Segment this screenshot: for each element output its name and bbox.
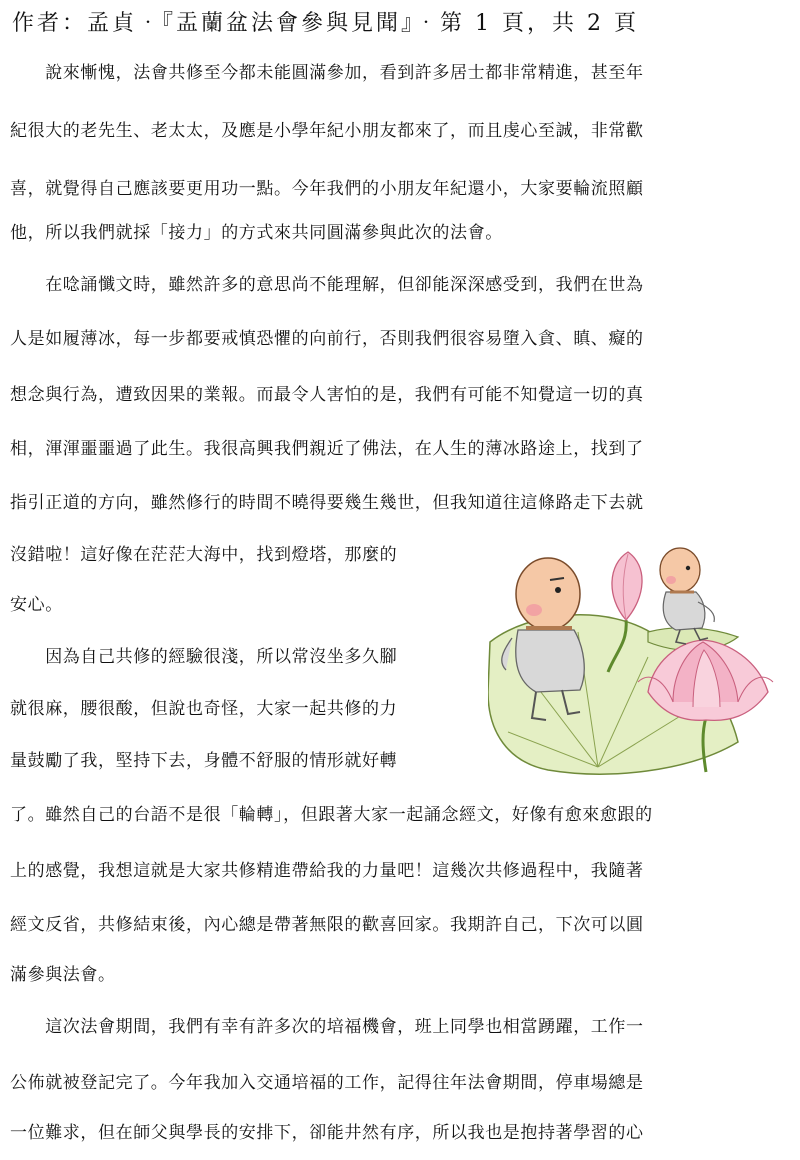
body-line: 了。雖然自己的台語不是很「輪轉」，但跟著大家一起誦念經文，好像有愈來愈跟的 bbox=[10, 805, 653, 825]
page-header: 作者：孟貞‧『盂蘭盆法會參與見聞』‧第 1 頁，共 2 頁 bbox=[12, 11, 639, 36]
body-line: 就很麻，腰很酸，但說也奇怪，大家一起共修的力 bbox=[10, 699, 398, 719]
body-line: 公佈就被登記完了。今年我加入交通培福的工作，記得往年法會期間，停車場總是 bbox=[10, 1073, 644, 1093]
body-line: 沒錯啦！這好像在茫茫大海中，找到燈塔，那麼的 bbox=[10, 545, 398, 565]
body-line: 人是如履薄冰，每一步都要戒慎恐懼的向前行，否則我們很容易墮入貪、瞋、癡的 bbox=[10, 329, 644, 349]
body-line: 一位難求，但在師父與學長的安排下，卻能井然有序，所以我也是抱持著學習的心 bbox=[10, 1123, 644, 1143]
body-line: 量鼓勵了我，堅持下去，身體不舒服的情形就好轉 bbox=[10, 751, 398, 771]
body-line: 因為自己共修的經驗很淺，所以常沒坐多久腳 bbox=[10, 647, 398, 667]
body-line: 安心。 bbox=[10, 595, 63, 615]
body-line: 他，所以我們就採「接力」的方式來共同圓滿參與此次的法會。 bbox=[10, 223, 503, 243]
monks-lotus-illustration bbox=[488, 542, 788, 780]
body-line: 在唸誦懺文時，雖然許多的意思尚不能理解，但卻能深深感受到，我們在世為 bbox=[10, 275, 644, 295]
body-line: 這次法會期間，我們有幸有許多次的培福機會，班上同學也相當踴躍，工作一 bbox=[10, 1017, 644, 1037]
body-line: 紀很大的老先生、老太太，及應是小學年紀小朋友都來了，而且虔心至誠，非常歡 bbox=[10, 121, 644, 141]
body-line: 上的感覺，我想這就是大家共修精進帶給我的力量吧！這幾次共修過程中，我隨著 bbox=[10, 861, 644, 881]
body-line: 經文反省，共修結束後，內心總是帶著無限的歡喜回家。我期許自己，下次可以圓 bbox=[10, 915, 644, 935]
body-line: 說來慚愧，法會共修至今都未能圓滿參加，看到許多居士都非常精進，甚至年 bbox=[10, 63, 644, 83]
body-line: 相，渾渾噩噩過了此生。我很高興我們親近了佛法，在人生的薄冰路途上，找到了 bbox=[10, 439, 644, 459]
body-line: 指引正道的方向，雖然修行的時間不曉得要幾生幾世，但我知道往這條路走下去就 bbox=[10, 493, 644, 513]
body-line: 滿參與法會。 bbox=[10, 965, 116, 985]
body-line: 想念與行為，遭致因果的業報。而最令人害怕的是，我們有可能不知覺這一切的真 bbox=[10, 385, 644, 405]
body-line: 喜，就覺得自己應該要更用功一點。今年我們的小朋友年紀還小，大家要輪流照顧 bbox=[10, 179, 644, 199]
